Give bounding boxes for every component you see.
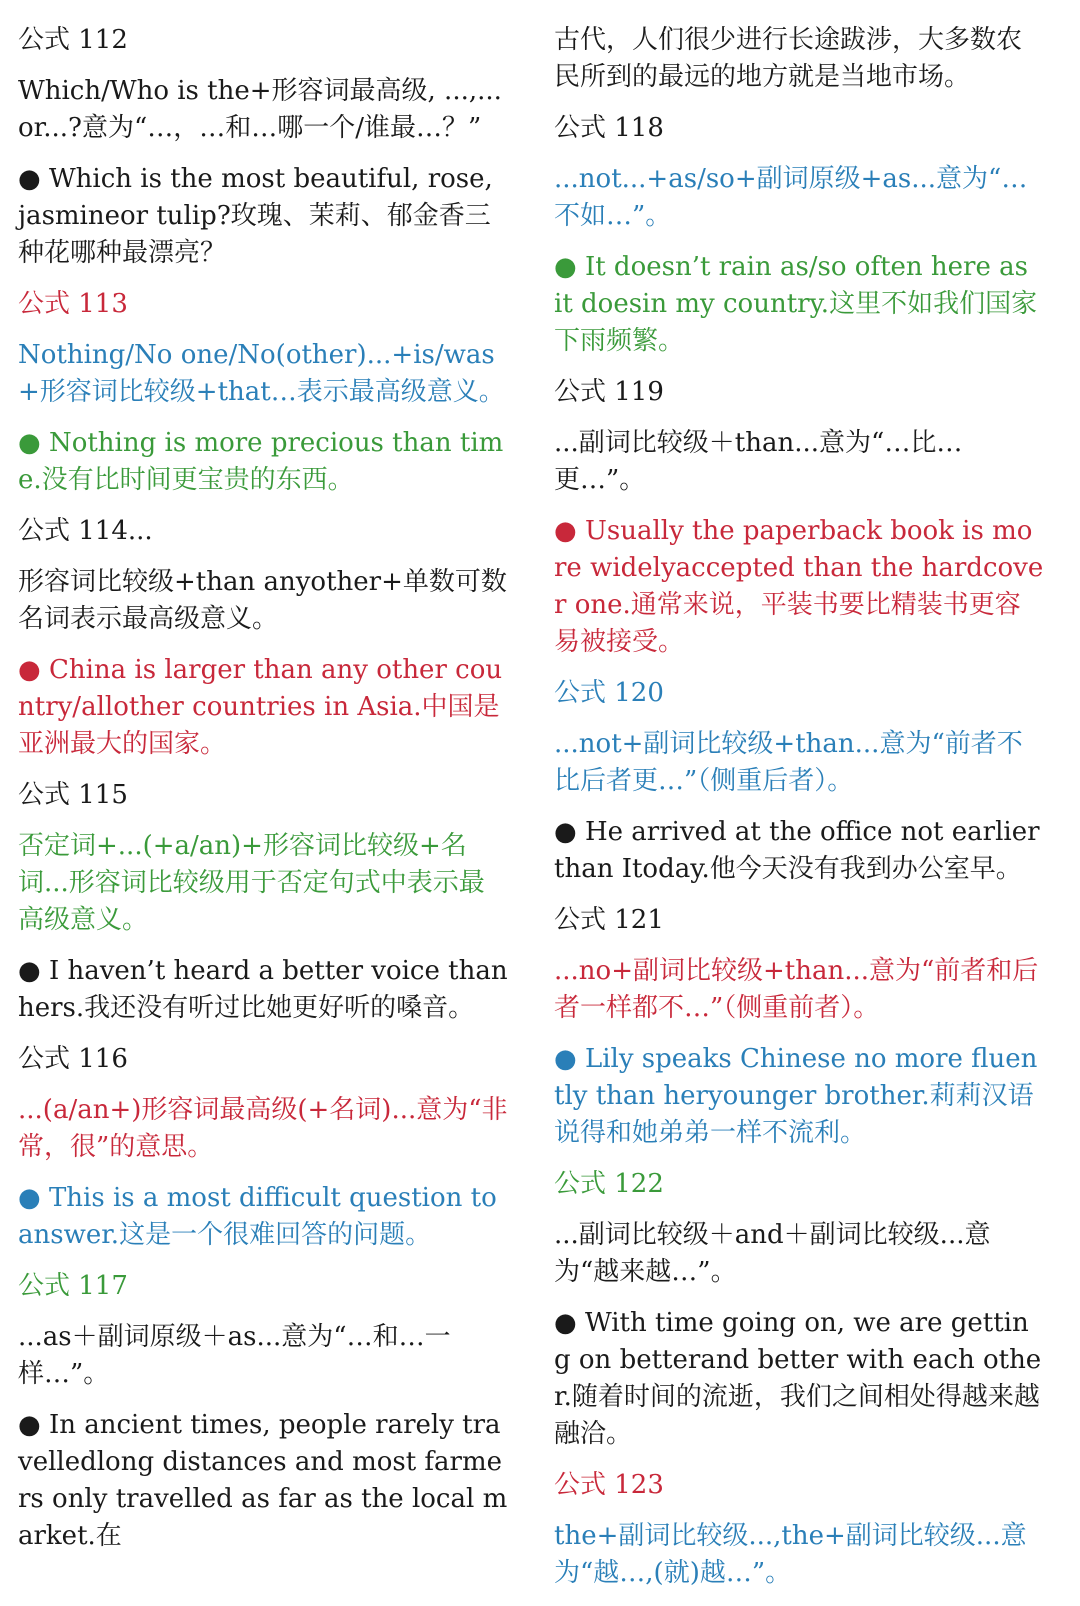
formula-pattern: ...副词比较级＋than...意为“…比…更…”。: [554, 428, 963, 495]
formula-heading: 公式 122: [554, 1169, 664, 1199]
formula-heading: 公式 123: [554, 1470, 664, 1500]
example-sentence: ● I haven’t heard a better voice than hers.我还没有听过比她更好听的嗓音。: [18, 956, 516, 1023]
example-sentence: ● China is larger than any other country/allother countries in Asia.中国是亚洲最大的国家。: [18, 655, 503, 759]
formula-heading: 公式 113: [18, 289, 128, 319]
formula-heading: 公式 115: [18, 780, 128, 810]
formula-pattern: 古代，人们很少进行长途跋涉，大多数农民所到的最远的地方就是当地市场。: [554, 25, 1023, 92]
formula-heading: 公式 121: [554, 905, 664, 935]
formula-heading: 公式 118: [554, 113, 664, 143]
example-sentence: ● He arrived at the office not earlier than Itoday.他今天没有我到办公室早。: [554, 817, 1048, 884]
formula-pattern: Nothing/No one/No(other)...+is/was+形容词比较级+that…表示最高级意义。: [18, 340, 505, 407]
formula-heading: 公式 112: [18, 25, 128, 55]
formula-heading: 公式 117: [18, 1271, 128, 1301]
formula-heading: 公式 119: [554, 377, 664, 407]
formula-heading: 公式 116: [18, 1044, 128, 1074]
left-column: [18, 22, 516, 1569]
formula-pattern: the+副词比较级...,the+副词比较级...意为“越…,(就)越…”。: [554, 1521, 1027, 1588]
example-sentence: ● This is a most difficult question to answer.这是一个很难回答的问题。: [18, 1183, 506, 1250]
formula-pattern: ...not...+as/so+副词原级+as...意为“…不如…”。: [554, 164, 1028, 231]
formula-pattern: 形容词比较级+than anyother+单数可数名词表示最高级意义。: [18, 567, 507, 634]
formula-pattern: ...as＋副词原级＋as...意为“…和…一样…”。: [18, 1322, 451, 1389]
formula-pattern: 否定词+...(+a/an)+形容词比较级+名词...形容词比较级用于否定句式中表示最高级意义。: [18, 831, 485, 935]
formula-heading: 公式 120: [554, 678, 664, 708]
formula-pattern: ...not+副词比较级+than...意为“前者不比后者更…”（侧重后者）。: [554, 729, 1023, 796]
formula-pattern: ...副词比较级＋and＋副词比较级...意为“越来越…”。: [554, 1220, 991, 1287]
example-sentence: ● In ancient times, people rarely travelledlong distances and most farmers only travelled as far as the local market.在: [18, 1410, 508, 1551]
example-sentence: ● Usually the paperback book is more widelyaccepted than the hardcover one.通常来说，平装书要比精装书更容易被接受。: [554, 516, 1044, 657]
example-sentence: ● With time going on, we are getting on betterand better with each other.随着时间的流逝，我们之间相处得越来越融洽。: [554, 1308, 1042, 1449]
right-column: [554, 22, 1048, 1606]
example-sentence: ● It doesn’t rain as/so often here as it doesin my country.这里不如我们国家下雨频繁。: [554, 252, 1038, 356]
formula-pattern: ...(a/an+)形容词最高级(+名词)...意为“非常，很”的意思。: [18, 1095, 508, 1162]
formula-heading: 公式 114...: [18, 516, 153, 546]
example-sentence: ● Lily speaks Chinese no more fluently than heryounger brother.莉莉汉语说得和她弟弟一样不流利。: [554, 1044, 1038, 1148]
formula-pattern: ...no+副词比较级+than...意为“前者和后者一样都不…”（侧重前者）。: [554, 956, 1039, 1023]
example-sentence: ● Nothing is more precious than time.没有比时间更宝贵的东西。: [18, 428, 504, 495]
formula-pattern: Which/Who is the+形容词最高级, ...,...or...?意为“…，…和…哪一个/谁最…？”: [18, 76, 502, 143]
example-sentence: ● Which is the most beautiful, rose, jasmineor tulip?玫瑰、茉莉、郁金香三种花哪种最漂亮？: [18, 164, 502, 268]
